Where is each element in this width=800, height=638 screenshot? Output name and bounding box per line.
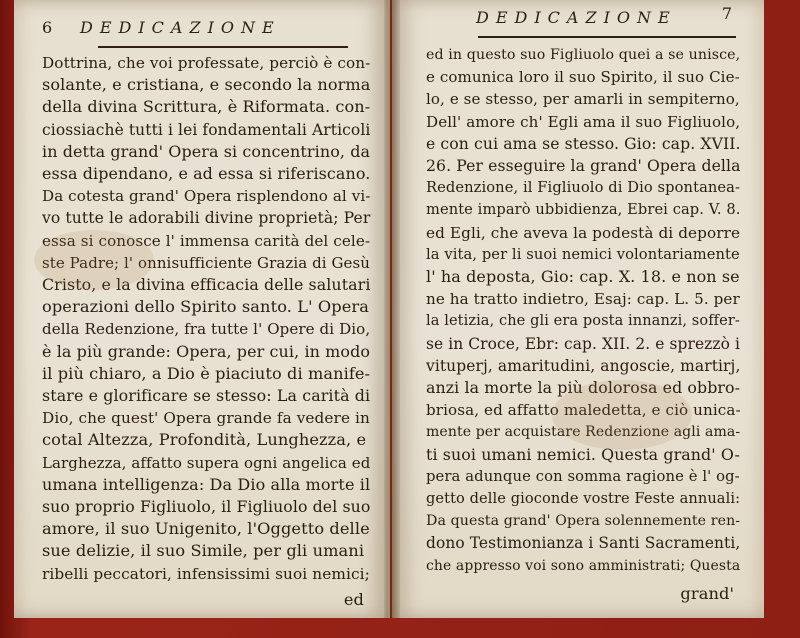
running-head-title-left: DEDICAZIONE [80,18,281,37]
text-line: il più chiaro, a Dio è piaciuto di manife- [42,363,371,383]
text-line: Dottrina, che voi professate, perciò è con- [42,54,371,72]
left-page-body [42,52,370,585]
text-line: essa si conosce l' immensa carità del cele- [42,231,371,250]
catchword-left: ed [343,589,364,609]
text-line: Cristo, e la divina efficacia delle salutari [42,275,371,295]
text-line: se in Croce, Ebr: cap. XII. 2. e sprezzò i [426,334,740,353]
text-line: dono Testimonianza i Santi Sacramenti, [426,534,741,553]
page-number-right: 7 [721,4,732,23]
text-line: ste Padre; l' onnisufficiente Grazia di Gesù [42,253,370,272]
left-page [14,0,390,618]
text-line: operazioni dello Spirito santo. L' Opera [42,297,369,317]
text-line: Redenzione, il Figliuolo di Dio spontanea- [426,179,741,197]
text-line: in detta grand' Opera si concentrino, da [42,141,371,161]
text-line: ed in questo suo Figliuolo quei a se unisce, [426,47,741,63]
text-line: umana intelligenza: Da Dio alla morte il [42,474,371,494]
text-line: getto delle giocondе vostre Feste annuali: [426,490,741,508]
text-line: Dio, che quest' Opera grande fa vedere in [42,409,370,428]
text-line: suo proprio Figliuolo, il Figliuolo del suo [42,497,371,517]
text-line: l' ha deposta, Gio: cap. X. 18. e non se [426,267,740,287]
header-rule-left [98,46,348,48]
text-line: ribelli peccatori, infensissimi suoi nemici; [42,564,370,583]
right-page-body [426,44,740,577]
text-line: la vita, per li suoi nemici volontariamente [426,245,740,263]
text-line: pera adunque con somma ragione è l' og- [426,467,740,485]
text-line: sue delizie, il suo Simile, per gli umani [42,541,365,561]
text-line: che appresso voi sono amministrati; Questa [426,557,741,574]
text-line: amore, il suo Unigenito, l'Oggetto delle [42,519,370,539]
running-head-title-right: DEDICAZIONE [476,8,677,27]
text-line: Larghezza, affatto supera ogni angelica ed [42,453,371,472]
text-line: ed Egli, che aveva la podestà di deporre [426,223,741,242]
text-line: Da questa grand' Opera solennemente ren- [426,513,741,530]
right-page [392,0,764,618]
text-line: Dell' amore ch' Egli ama il suo Figliuolo, [426,112,741,131]
text-line: briosa, ed affatto maledetta, e ciò unica- [426,401,741,420]
running-head-right [426,4,740,36]
header-rule-right [478,36,736,38]
catchword-right: grand' [680,583,734,603]
text-line: stare e glorificare se stesso: La carità di [42,386,371,406]
text-line: lo, e se stesso, per amarli in sempiterno, [426,90,740,109]
text-line: mente imparò ubbidienza, Ebrei cap. V. 8. [426,201,741,219]
text-line: e comunica loro il suo Spirito, il suo Cie- [426,68,740,87]
text-line: vo tutte le adorabili divine proprietà; Per [42,209,371,228]
text-line: vituperj, amaritudini, angoscie, martirj, [426,356,741,375]
text-line: della Redenzione, fra tutte l' Opere di Dio, [42,320,371,339]
text-line: ciossiachè tutti i lei fondamentali Articoli [42,120,371,139]
text-line: Da cotesta grand' Opera risplendono al vi- [42,187,371,206]
text-line: solante, e cristiana, e secondo la norma [42,75,371,95]
text-line: cotal Altezza, Profondità, Lunghezza, e [42,430,367,450]
page-number-left: 6 [42,18,53,37]
text-line: anzi la morte la più dolorosa ed obbro- [426,378,741,398]
text-line: e con cui ama se stesso. Gio: cap. XVII. [426,133,741,153]
running-head-left [42,18,370,46]
text-line: la letizia, che gli era posta innanzi, soffer- [426,313,740,330]
text-line: essa dipendano, e ad essa si riferiscano. [42,164,371,184]
text-line: ne ha tratto indietro, Esaj: cap. L. 5. per [426,290,740,309]
text-line: della divina Scrittura, è Riformata. con- [42,97,371,117]
text-line: mente per acquistare Redenzione agli ama- [426,424,741,441]
text-line: è la più grande: Opera, per cui, in modo [42,341,371,361]
text-line: 26. Per esseguire la grand' Opera della [426,156,741,176]
text-line: ti suoi umani nemici. Questa grand' O- [426,444,740,464]
